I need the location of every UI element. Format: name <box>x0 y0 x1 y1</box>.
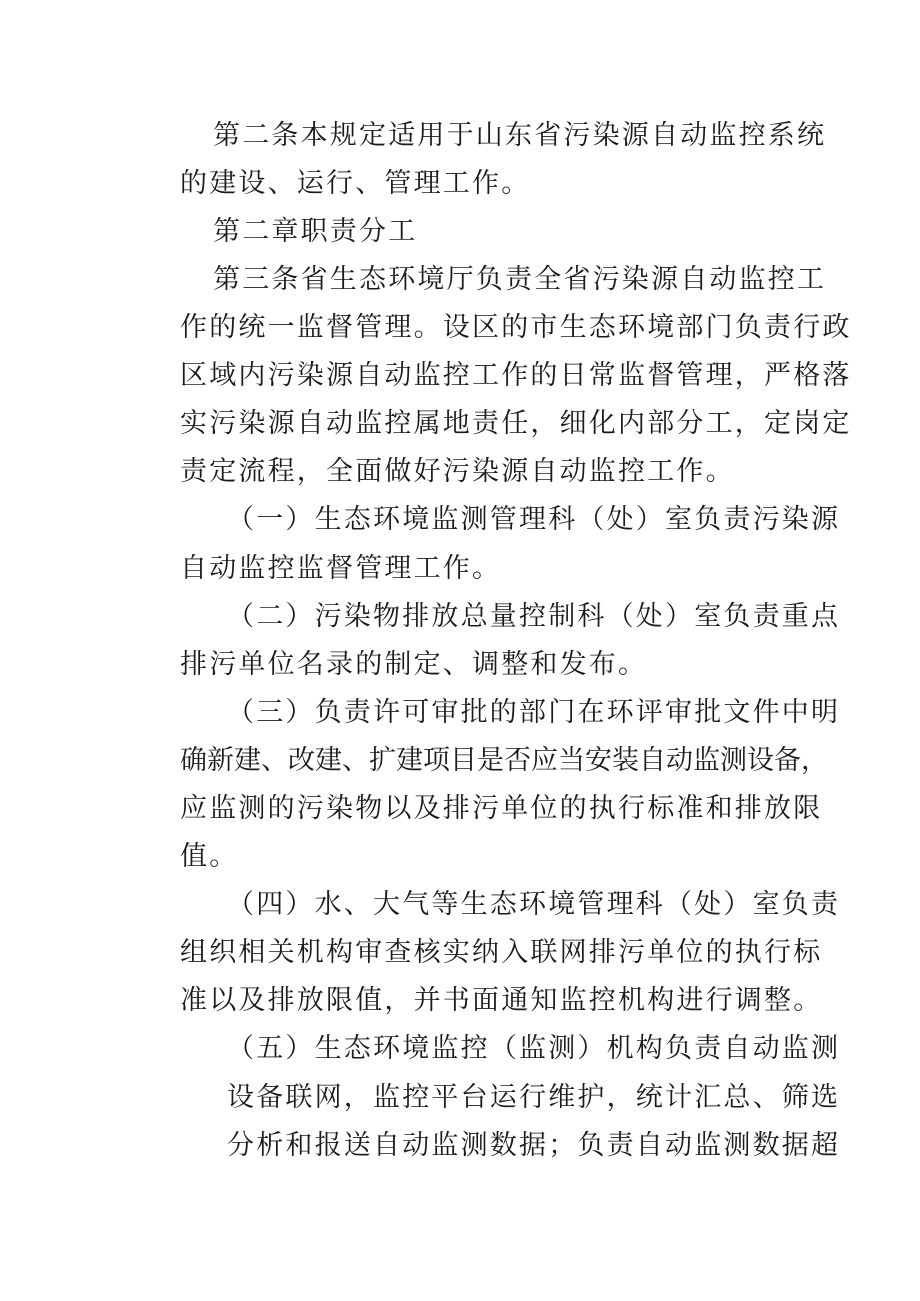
text-line: 第二条本规定适用于山东省污染源自动监控系统 <box>213 120 827 151</box>
text-line: 区域内污染源自动监控工作的日常监督管理，严格落 <box>180 360 852 391</box>
text-line: （一）生态环境监测管理科（处）室负责污染源 <box>227 504 841 535</box>
text-line: 准以及排放限值，并书面通知监控机构进行调整。 <box>180 985 823 1016</box>
text-line: （五）生态环境监控（监测）机构负责自动监测 <box>227 1033 841 1064</box>
text-line: 第三条省生态环境厅负责全省污染源自动监控工 <box>213 264 827 295</box>
text-line: 的建设、运行、管理工作。 <box>180 168 531 199</box>
text-line: 实污染源自动监控属地责任，细化内部分工，定岗定 <box>180 408 852 439</box>
text-line: （二）污染物排放总量控制科（处）室负责重点 <box>227 601 841 632</box>
text-line: 排污单位名录的制定、调整和发布。 <box>180 649 648 680</box>
text-line: 责定流程，全面做好污染源自动监控工作。 <box>180 456 735 487</box>
text-line: （四）水、大气等生态环境管理科（处）室负责 <box>227 889 841 920</box>
text-line: （三）负责许可审批的部门在环评审批文件中明 <box>227 697 841 728</box>
text-line: 应监测的污染物以及排污单位的执行标准和排放限 <box>180 793 823 824</box>
text-line: 设备联网，监控平台运行维护，统计汇总、筛选 <box>227 1082 841 1113</box>
section-heading: 第二章职责分工 <box>213 216 418 247</box>
text-line: 确新建、改建、扩建项目是否应当安装自动监测设备， <box>180 745 828 776</box>
text-line: 分析和报送自动监测数据；负责自动监测数据超 <box>227 1130 841 1161</box>
text-line: 组织相关机构审查核实纳入联网排污单位的执行标 <box>180 937 823 968</box>
text-line: 作的统一监督管理。设区的市生态环境部门负责行政 <box>180 312 852 343</box>
text-line: 自动监控监督管理工作。 <box>180 553 502 584</box>
text-line: 值。 <box>180 841 239 872</box>
